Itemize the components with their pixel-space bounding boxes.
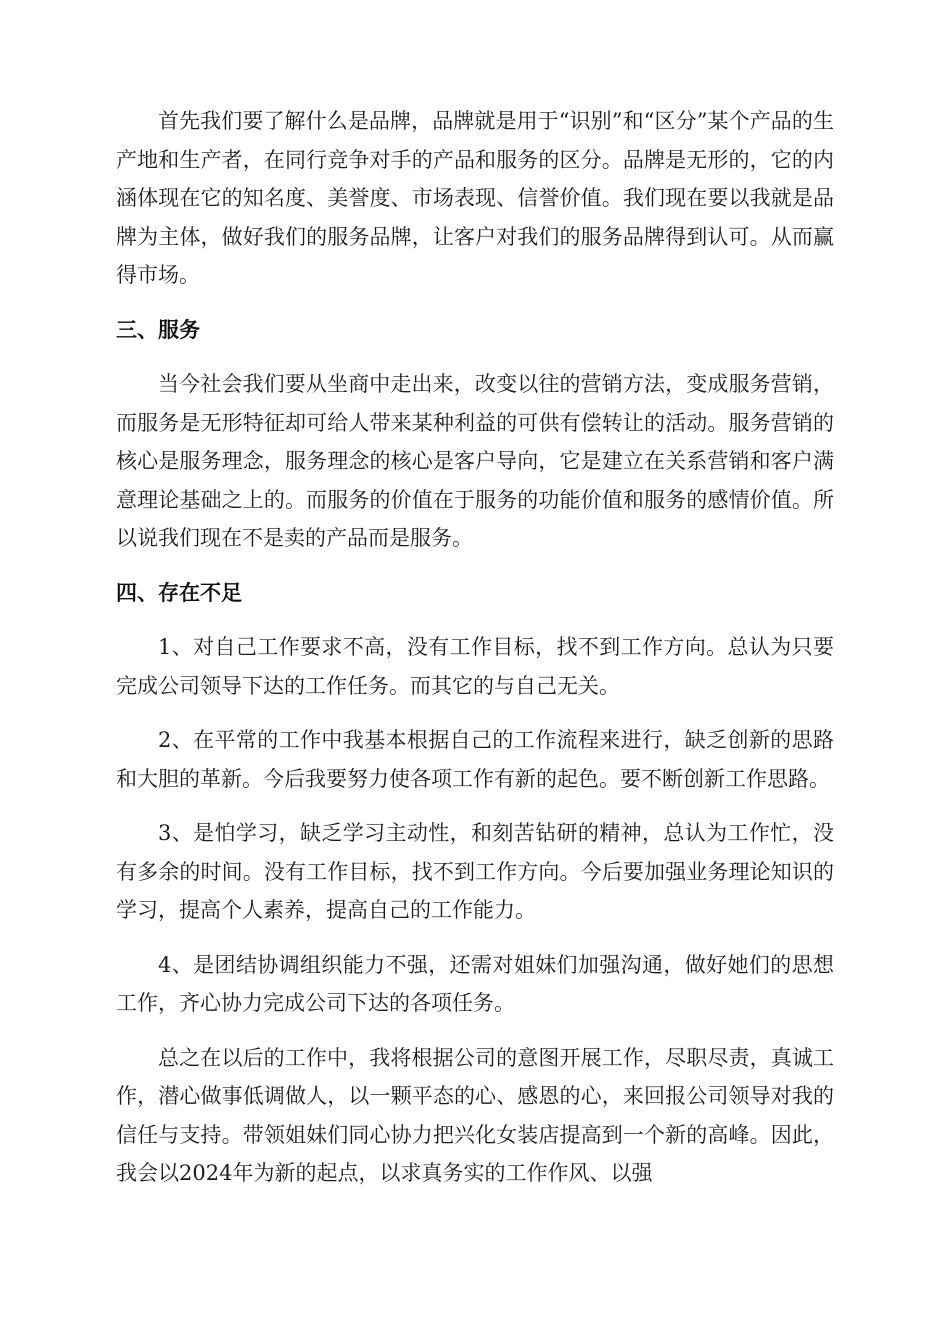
shortcoming-item-3: 3、是怕学习，缺乏学习主动性，和刻苦钻研的精神，总认为工作忙，没有多余的时间。没有工作目标，找不到工作方向。今后要加强业务理论知识的学习，提高个人素养，提高自己的工作能力。 <box>116 821 834 922</box>
conclusion-paragraph: 总之在以后的工作中，我将根据公司的意图开展工作，尽职尽责，真诚工作，潜心做事低调做人，以一颗平态的心、感恩的心，来回报公司领导对我的信任与支持。带领姐妹们同心协力把兴化女装店提高到一个新的高峰。因此，我会以2024年为新的起点，以求真务实的工作作风、以强 <box>116 1045 834 1185</box>
shortcomings-section-heading: 四、存在不足 <box>116 580 242 605</box>
brand-paragraph: 首先我们要了解什么是品牌，品牌就是用于“识别”和“区分”某个产品的生产地和生产者，在同行竞争对手的产品和服务的区分。品牌是无形的，它的内涵体现在它的知名度、美誉度、市场表现、信誉价值。我们现在要以我就是品牌为主体，做好我们的服务品牌，让客户对我们的服务品牌得到认可。从而赢得市场。 <box>116 109 834 287</box>
shortcoming-item-2: 2、在平常的工作中我基本根据自己的工作流程来进行，缺乏创新的思路和大胆的革新。今后我要努力使各项工作有新的起色。要不断创新工作思路。 <box>116 728 834 791</box>
shortcoming-item-4: 4、是团结协调组织能力不强，还需对姐妹们加强沟通，做好她们的思想工作，齐心协力完成公司下达的各项任务。 <box>116 952 834 1015</box>
document-page <box>116 102 834 1209</box>
service-paragraph: 当今社会我们要从坐商中走出来，改变以往的营销方法，变成服务营销，而服务是无形特征却可给人带来某种利益的可供有偿转让的活动。服务营销的核心是服务理念，服务理念的核心是客户导向，它是建立在关系营销和客户满意理论基础之上的。而服务的价值在于服务的功能价值和服务的感情价值。所以说我们现在不是卖的产品而是服务。 <box>116 372 834 550</box>
shortcoming-item-1: 1、对自己工作要求不高，没有工作目标，找不到工作方向。总认为只要完成公司领导下达的工作任务。而其它的与自己无关。 <box>116 635 834 698</box>
service-section-heading: 三、服务 <box>116 317 200 342</box>
